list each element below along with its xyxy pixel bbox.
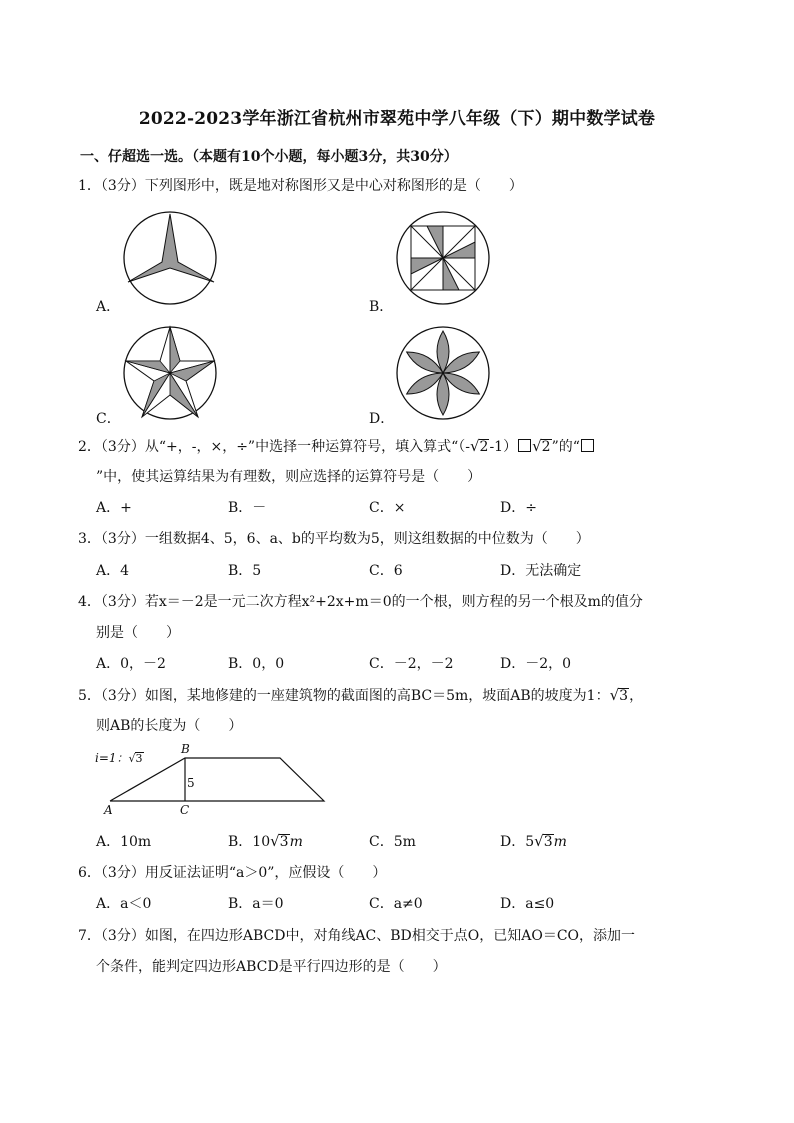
question-text: ， — [629, 688, 644, 704]
blank-box-icon — [518, 439, 531, 452]
point-c-label: C — [180, 803, 190, 817]
question-5-line-2: 则AB的长度为（ ） — [96, 718, 243, 734]
sqrt-icon: √ — [532, 437, 542, 455]
option-b: B．a＝0 — [228, 896, 284, 912]
option-b: B．0，0 — [228, 656, 285, 672]
figure-d-six-petal-flower — [395, 325, 491, 421]
question-score: （3分） — [100, 928, 145, 944]
question-score: （3分） — [100, 531, 145, 547]
question-text: 下列图形中，既是地对称图形又是中心对称图形的是（ ） — [144, 178, 523, 194]
question-7-line-2: 个条件，能判定四边形ABCD是平行四边形的是（ ） — [96, 959, 447, 975]
question-1 — [78, 175, 523, 195]
unit: m — [553, 834, 567, 850]
option-b: B．10√3m — [228, 832, 303, 850]
question-score: （3分） — [100, 865, 145, 881]
radicand: 3 — [619, 688, 629, 704]
figure-c-five-point-star — [122, 325, 218, 421]
option-d: D．－2，0 — [500, 656, 572, 672]
option-a: A．+ — [96, 500, 132, 516]
figure-a-three-point-star — [122, 210, 218, 306]
option-d: D．a≤0 — [500, 896, 555, 912]
radicand: 2 — [541, 439, 551, 455]
question-score: （3分） — [100, 688, 145, 704]
option-c: C．a≠0 — [369, 896, 423, 912]
point-b-label: B — [181, 742, 190, 756]
question-number: 3． — [78, 531, 101, 547]
question-number: 1． — [78, 178, 101, 194]
question-number: 7． — [78, 928, 101, 944]
option-c: C．－2，－2 — [369, 656, 454, 672]
question-score: （3分） — [100, 439, 145, 455]
radicand: 2 — [479, 439, 489, 455]
question-number: 6． — [78, 865, 101, 881]
question-text: 用反证法证明“a＞0”，应假设（ ） — [144, 865, 387, 881]
sqrt-icon: √ — [469, 437, 480, 455]
question-number: 2． — [78, 439, 101, 455]
option-a: A．0，－2 — [96, 656, 166, 672]
option-d-label: D． — [369, 411, 395, 427]
option-d: D．5√3m — [500, 832, 567, 850]
question-4-line-2: 别是（ ） — [96, 625, 180, 641]
question-text: 若x＝－2是一元二次方程x²+2x+m＝0的一个根，则方程的另一个根及m的值分 — [144, 594, 643, 610]
option-b-label: B． — [369, 299, 394, 315]
slope-ratio-text: i=1： — [95, 751, 129, 765]
question-6 — [78, 862, 386, 882]
radicand: 3 — [135, 752, 143, 765]
height-label: 5 — [187, 776, 195, 790]
option-d: D．÷ — [500, 500, 537, 516]
question-text: ”的“ — [551, 439, 580, 455]
figure-b-pinwheel — [395, 210, 491, 306]
sqrt-icon: √ — [270, 832, 280, 850]
radicand: 3 — [279, 834, 289, 850]
option-a: A．a＜0 — [96, 896, 152, 912]
option-d: D．无法确定 — [500, 563, 582, 579]
question-number: 5． — [78, 688, 101, 704]
question-7 — [78, 925, 635, 945]
question-3 — [78, 528, 590, 548]
question-4 — [78, 591, 643, 611]
radicand: 3 — [543, 834, 553, 850]
option-a-label: A． — [96, 299, 121, 315]
question-text: 一组数据4、5，6、a、b的平均数为5，则这组数据的中位数为（ ） — [144, 531, 590, 547]
option-b: B．5 — [228, 563, 262, 579]
question-2-line-2: ”中，使其运算结果为有理数，则应选择的运算符号是（ ） — [96, 469, 482, 485]
sqrt-icon: √ — [128, 752, 136, 765]
question-score: （3分） — [100, 594, 145, 610]
question-text: 如图，某地修建的一座建筑物的截面图的高BC＝5m，坡面AB的坡度为1： — [144, 688, 610, 704]
option-a: A．10m — [96, 834, 152, 850]
option-c: C．× — [369, 500, 406, 516]
question-number: 4． — [78, 594, 101, 610]
question-text: -1） — [489, 439, 518, 455]
page-title: 2022-2023学年浙江省杭州市翠苑中学八年级（下）期中数学试卷 — [138, 109, 656, 129]
question-text: 从“+，-，×，÷”中选择一种运算符号，填入算式“（- — [144, 439, 470, 455]
question-text: 如图，在四边形ABCD中，对角线AC、BD相交于点O，已知AO＝CO，添加一 — [144, 928, 636, 944]
option-c: C．5m — [369, 834, 416, 850]
option-c-label: C． — [96, 411, 121, 427]
option-c: C．6 — [369, 563, 403, 579]
slope-label — [95, 749, 144, 766]
sqrt-icon: √ — [534, 832, 544, 850]
section-heading: 一、仔超选一选。（本题有10个小题，每小题3分，共30分） — [80, 149, 458, 165]
sqrt-icon: √ — [609, 686, 620, 704]
option-a: A．4 — [96, 563, 130, 579]
point-a-label: A — [104, 803, 113, 817]
option-b: B．－ — [228, 500, 267, 516]
unit: m — [289, 834, 303, 850]
question-5 — [78, 685, 643, 705]
question-score: （3分） — [100, 178, 145, 194]
blank-box-icon — [581, 439, 594, 452]
question-2 — [78, 436, 595, 456]
